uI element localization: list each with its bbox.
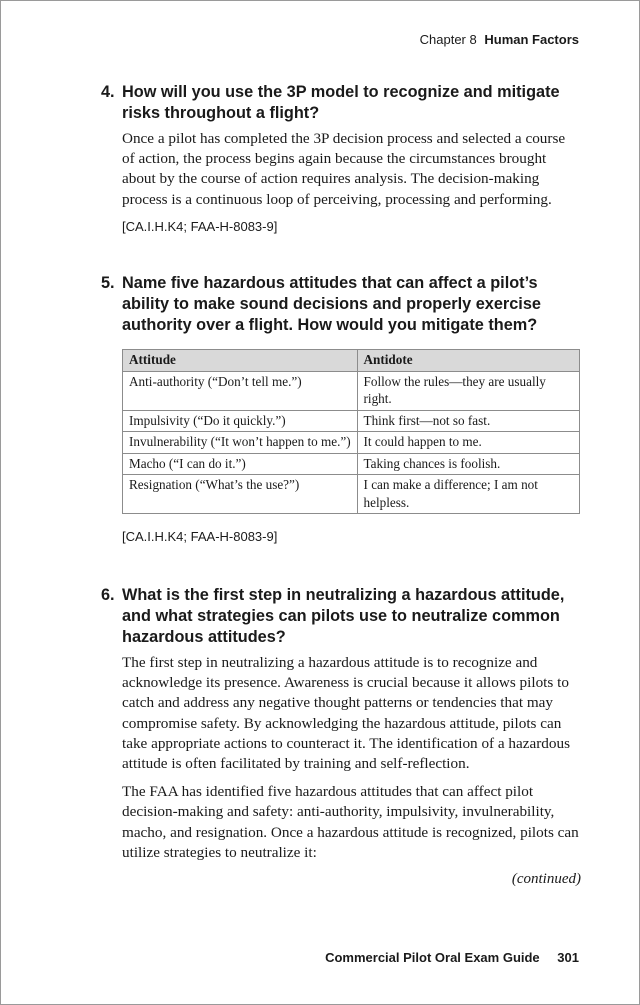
continued-note: (continued) xyxy=(511,871,581,888)
citation: [CA.I.H.K4; FAA-H-8083-9] xyxy=(122,529,278,544)
question-number: 4. xyxy=(101,83,115,101)
question-number: 5. xyxy=(101,274,115,292)
table-cell-attitude: Macho (“I can do it.”) xyxy=(123,453,358,475)
chapter-label: Chapter 8 xyxy=(419,32,477,47)
hazardous-attitudes-table xyxy=(122,349,580,514)
book-title: Commercial Pilot Oral Exam Guide xyxy=(325,950,540,965)
running-foot xyxy=(325,950,579,965)
question-text: Name five hazardous attitudes that can affect a pilot’s ability to make sound decisions and properly exercise authority over a flight. How would you mitigate them? xyxy=(122,274,541,334)
answer-paragraph: The FAA has identified five hazardous attitudes that can affect pilot decision-making and safety: anti-authority, impulsivity, invulnerability, macho, and resignation. Once a hazardous attitude is recognized, pilots can utilize strategies to neutralize it: xyxy=(122,783,579,861)
table-row xyxy=(123,432,580,454)
citation: [CA.I.H.K4; FAA-H-8083-9] xyxy=(122,218,278,234)
table-cell-antidote: Think first—not so fast. xyxy=(357,410,579,432)
question-4 xyxy=(101,82,581,235)
table-cell-antidote: Follow the rules—they are usually right. xyxy=(357,371,579,410)
question-4-heading xyxy=(101,82,581,124)
table-header-row xyxy=(123,350,580,372)
page-number: 301 xyxy=(557,950,579,965)
answer-paragraph: The first step in neutralizing a hazardous attitude is to recognize and acknowledge its presence. Awareness is crucial because it allows pilots to catch and address any negative thought patterns or tendencies that may compromise safety. By acknowledging the hazardous attitude, pilots can take appropriate actions to counteract it. The identification of a hazardous attitude is often facilitated by training and self-reflection. xyxy=(122,654,570,773)
table-cell-attitude: Resignation (“What’s the use?”) xyxy=(123,475,358,514)
table-cell-antidote: Taking chances is foolish. xyxy=(357,453,579,475)
table-cell-attitude: Impulsivity (“Do it quickly.”) xyxy=(123,410,358,432)
question-text: What is the first step in neutralizing a hazardous attitude, and what strategies can pilots use to neutralize common hazardous attitudes? xyxy=(122,586,565,646)
column-header-attitude: Attitude xyxy=(123,350,358,372)
question-5 xyxy=(101,273,581,545)
column-header-antidote: Antidote xyxy=(357,350,579,372)
question-number: 6. xyxy=(101,586,115,604)
question-6 xyxy=(101,585,581,888)
table-row xyxy=(123,371,580,410)
question-5-heading xyxy=(101,273,581,336)
table-row xyxy=(123,475,580,514)
table-cell-antidote: I can make a difference; I am not helpless. xyxy=(357,475,579,514)
answer-paragraph: Once a pilot has completed the 3P decision process and selected a course of action, the process begins again because the circumstances brought about by the course of action requires analysis. The decision-making process is a continuous loop of perceiving, processing and performing. xyxy=(122,130,566,208)
table-row xyxy=(123,410,580,432)
table-cell-antidote: It could happen to me. xyxy=(357,432,579,454)
chapter-title: Human Factors xyxy=(484,32,579,47)
question-6-heading xyxy=(101,585,581,648)
table-cell-attitude: Anti-authority (“Don’t tell me.”) xyxy=(123,371,358,410)
running-head xyxy=(420,32,579,47)
table-row xyxy=(123,453,580,475)
question-text: How will you use the 3P model to recognize and mitigate risks throughout a flight? xyxy=(122,83,560,122)
table-cell-attitude: Invulnerability (“It won’t happen to me.”) xyxy=(123,432,358,454)
